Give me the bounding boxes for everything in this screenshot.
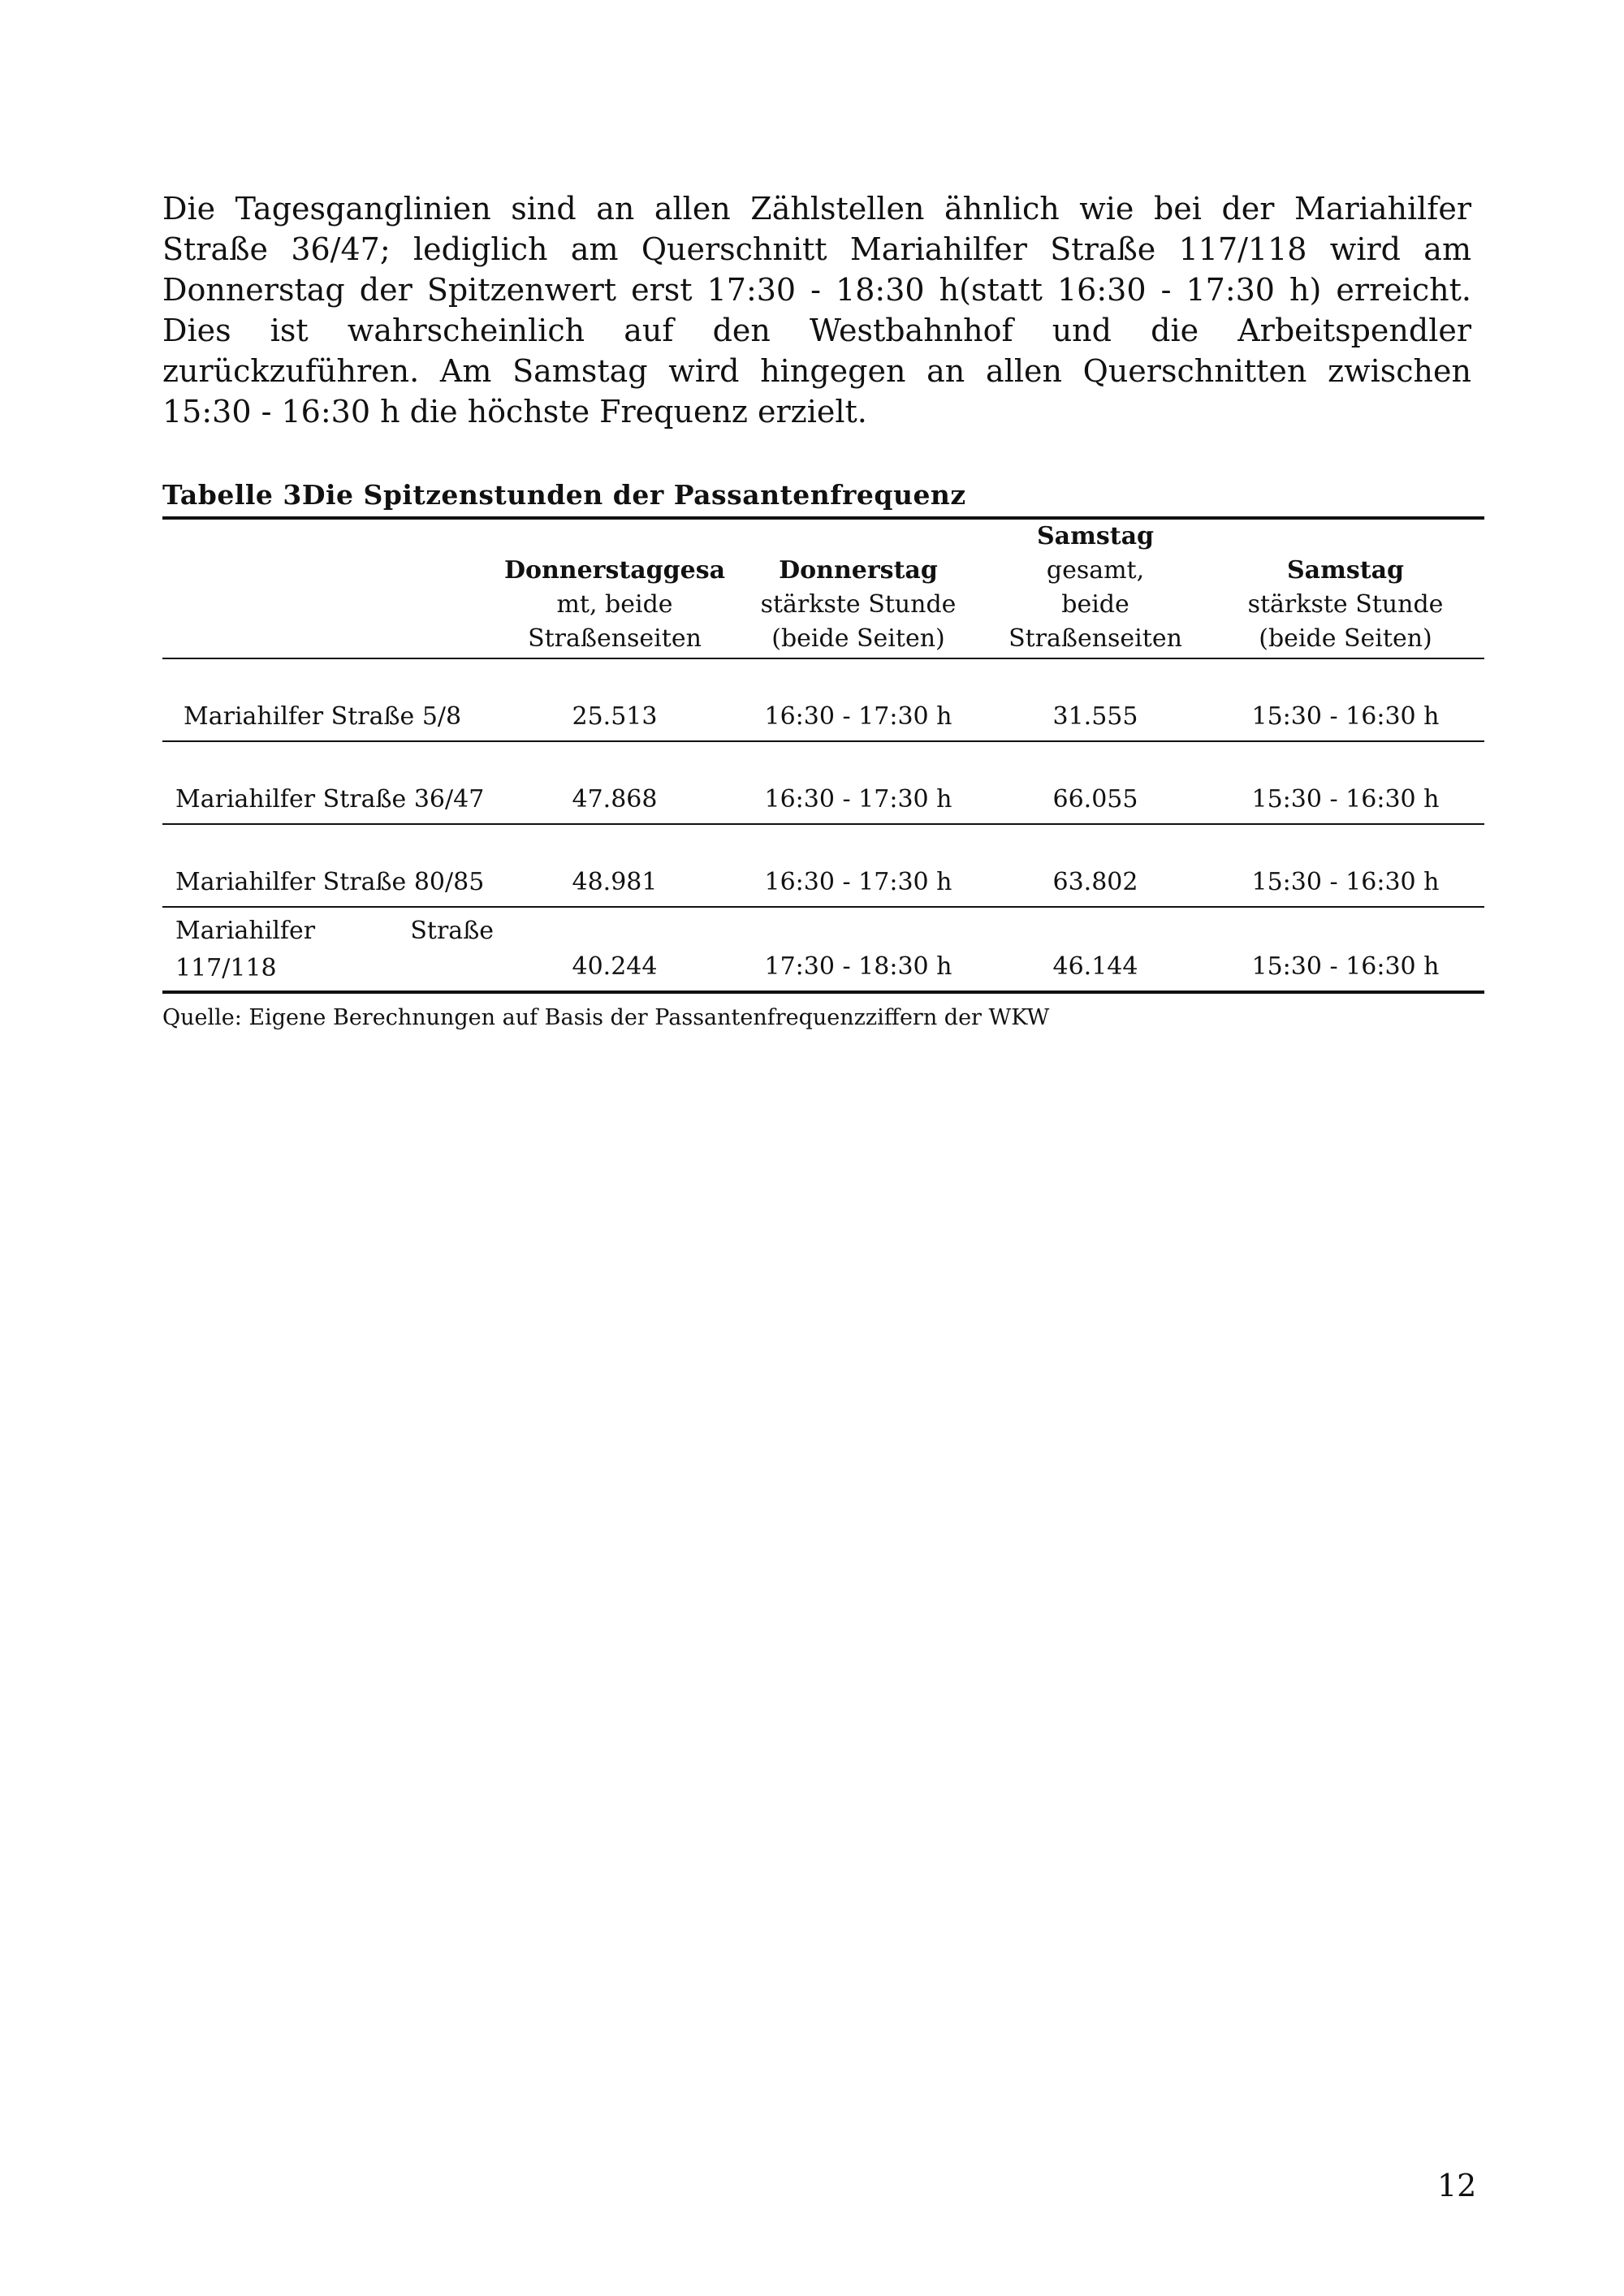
body-paragraph: Die Tagesganglinien sind an allen Zählstellen ähnlich wie bei der Mariahilfer Straße 36/47; lediglich am Querschnitt Mariahilfer Straße 117/118 wird am Donnerstag der Spitzenwert erst 17:30 - 18:30 h(statt 16:30 - 17:30 h) erreicht. Dies ist wahrscheinlich auf den Westbahnhof und die Arbeitspendler zurückzuführen. Am Samstag wird hingegen an allen Querschnitten zwischen 15:30 - 16:30 h die höchste Frequenz erzielt. xyxy=(162,191,1471,429)
row-saturday-total: 46.144 xyxy=(1052,952,1138,981)
row-saturday-peak: 15:30 - 16:30 h xyxy=(1251,868,1440,896)
header-thursday-total-line3: Straßenseiten xyxy=(528,624,702,653)
row-thursday-peak: 16:30 - 17:30 h xyxy=(764,702,952,731)
header-saturday-peak-bold: Samstag xyxy=(1286,556,1404,585)
page-number: 12 xyxy=(1437,2168,1477,2203)
row-location: Mariahilfer Straße 80/85 xyxy=(175,868,485,896)
header-thursday-total xyxy=(497,518,732,658)
table-row xyxy=(162,824,1484,907)
header-saturday-total xyxy=(984,518,1207,658)
header-saturday-peak-line3: (beide Seiten) xyxy=(1259,624,1432,653)
row-thursday-peak: 17:30 - 18:30 h xyxy=(764,952,952,981)
header-location xyxy=(162,518,497,658)
table-caption: Tabelle 3Die Spitzenstunden der Passantenfrequenz xyxy=(162,479,966,511)
row-thursday-total: 48.981 xyxy=(572,868,658,896)
header-saturday-total-bold: Samstag xyxy=(1036,522,1154,550)
header-saturday-peak xyxy=(1207,518,1484,658)
row-location-part3: 117/118 xyxy=(175,954,277,982)
row-location-part2: Straße xyxy=(410,917,494,945)
row-thursday-total: 47.868 xyxy=(572,785,658,814)
row-location-line1 xyxy=(175,913,494,950)
peak-hours-table xyxy=(162,516,1484,994)
row-location: Mariahilfer Straße 36/47 xyxy=(175,785,485,814)
header-thursday-peak-line2: stärkste Stunde xyxy=(760,590,957,619)
header-thursday-peak-bold: Donnerstag xyxy=(779,556,938,585)
row-thursday-peak: 16:30 - 17:30 h xyxy=(764,785,952,814)
header-saturday-total-line3: beide xyxy=(1061,590,1129,619)
row-location-part1: Mariahilfer xyxy=(175,917,316,945)
table-row xyxy=(162,907,1484,992)
row-saturday-total: 63.802 xyxy=(1052,868,1138,896)
table-header-row xyxy=(162,518,1484,658)
row-location xyxy=(162,907,497,992)
header-saturday-total-line4: Straßenseiten xyxy=(1009,624,1182,653)
row-thursday-total: 40.244 xyxy=(572,952,658,981)
header-thursday-peak-line3: (beide Seiten) xyxy=(771,624,945,653)
row-thursday-peak: 16:30 - 17:30 h xyxy=(764,868,952,896)
header-thursday-total-line2: mt, beide xyxy=(556,590,673,619)
header-thursday-total-bold: Donnerstaggesa xyxy=(503,556,726,585)
header-thursday-peak xyxy=(732,518,984,658)
row-location: Mariahilfer Straße 5/8 xyxy=(184,702,462,731)
row-saturday-peak: 15:30 - 16:30 h xyxy=(1251,785,1440,814)
row-saturday-total: 31.555 xyxy=(1052,702,1138,731)
row-saturday-peak: 15:30 - 16:30 h xyxy=(1251,702,1440,731)
header-saturday-peak-line2: stärkste Stunde xyxy=(1247,590,1444,619)
row-thursday-total: 25.513 xyxy=(572,702,658,731)
table-row xyxy=(162,658,1484,741)
table-source: Quelle: Eigene Berechnungen auf Basis der Passantenfrequenzziffern der WKW xyxy=(162,1005,1050,1030)
row-saturday-peak: 15:30 - 16:30 h xyxy=(1251,952,1440,981)
header-saturday-total-line2: gesamt, xyxy=(1046,556,1145,585)
row-saturday-total: 66.055 xyxy=(1052,785,1138,814)
table-row xyxy=(162,741,1484,824)
